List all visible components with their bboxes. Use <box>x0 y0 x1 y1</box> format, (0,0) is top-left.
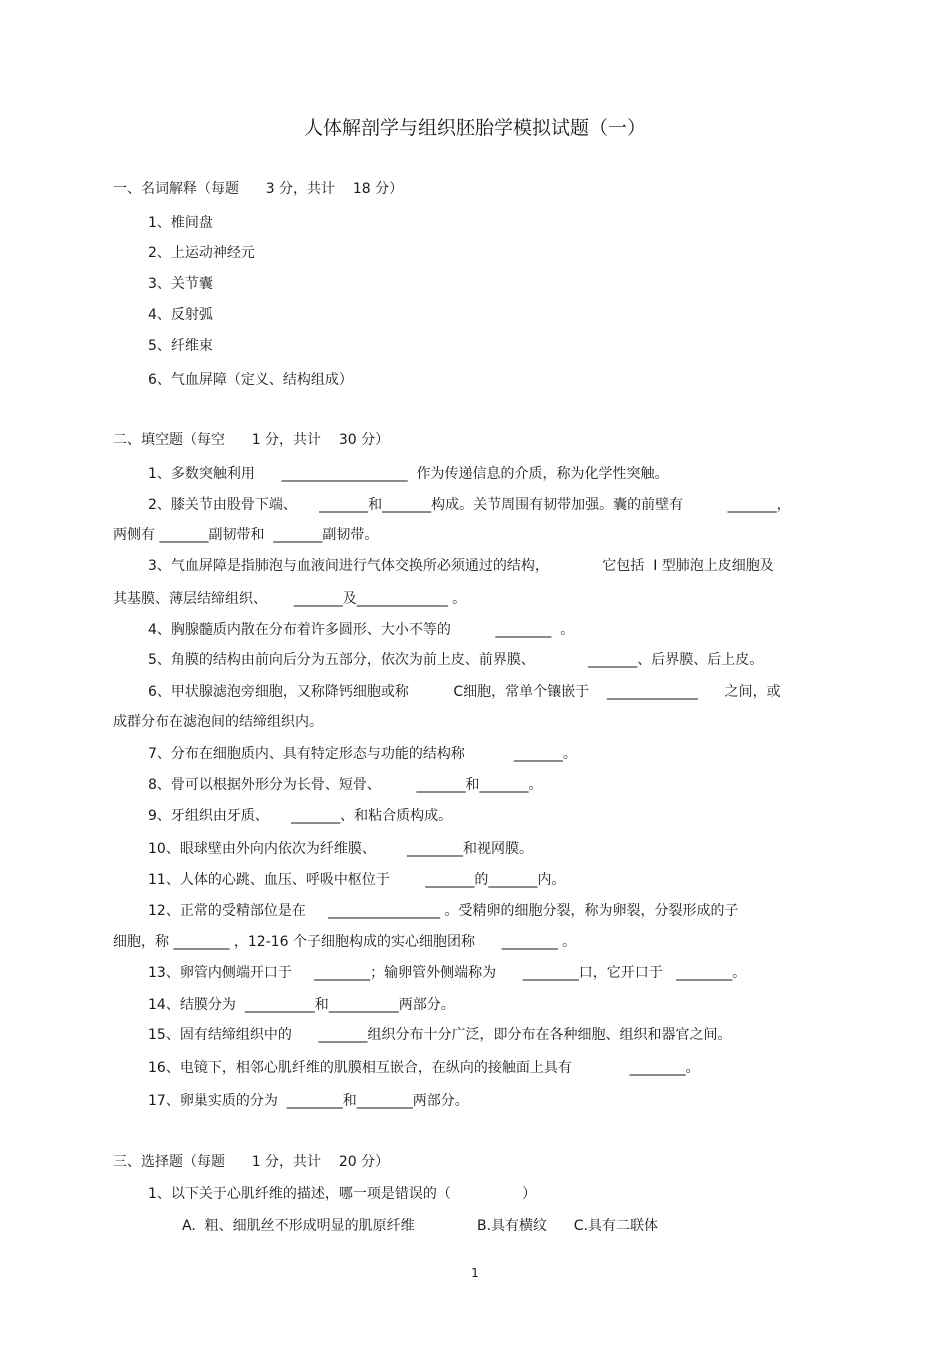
fill-blank-line: 1、多数突触利用 __________________ 作为传递信息的介质，称为化学性突触。 <box>148 466 669 482</box>
section3-heading: 三、选择题（每题 1 分，共计 20 分） <box>113 1154 390 1170</box>
section1-heading: 一、名词解释（每题 3 分，共计 18 分） <box>113 181 404 197</box>
fill-blank-line: 细胞，称 ________ ，12-16 个子细胞构成的实心细胞团称 ________ 。 <box>113 934 577 950</box>
fill-blank-line: 17、卵巢实质的分为 ________和________两部分。 <box>148 1093 469 1109</box>
term-item: 2、上运动神经元 <box>148 245 255 261</box>
term-item: 6、气血屏障（定义、结构组成） <box>148 372 353 388</box>
fill-blank-line: 15、固有结缔组织中的 _______组织分布十分广泛，即分布在各种细胞、组织和器官之间。 <box>148 1027 732 1043</box>
term-item: 5、纤维束 <box>148 338 213 354</box>
choice-question: 1、以下关于心肌纤维的描述，哪一项是错误的（ ） <box>148 1186 537 1202</box>
page-title: 人体解剖学与组织胚胎学模拟试题（一） <box>303 117 646 139</box>
fill-blank-line: 6、甲状腺滤泡旁细胞，又称降钙细胞或称 C细胞，常单个镶嵌于 _____________ 之间，或 <box>148 684 781 700</box>
section2-heading: 二、填空题（每空 1 分，共计 30 分） <box>113 432 390 448</box>
fill-blank-line: 成群分布在滤泡间的结缔组织内。 <box>113 714 323 730</box>
term-item: 4、反射弧 <box>148 307 213 323</box>
fill-blank-line: 两侧有 _______副韧带和 _______副韧带。 <box>113 527 379 543</box>
fill-blank-line: 10、眼球壁由外向内依次为纤维膜、 ________和视网膜。 <box>148 841 533 857</box>
fill-blank-line: 9、牙组织由牙质、 _______、和粘合质构成。 <box>148 808 453 824</box>
fill-blank-line: 3、气血屏障是指肺泡与血液间进行气体交换所必须通过的结构， 它包括 Ⅰ 型肺泡上皮细胞及 <box>148 558 774 574</box>
fill-blank-line: 13、卵管内侧端开口于 ________；输卵管外侧端称为 ________口，它开口于 ________。 <box>148 965 747 981</box>
fill-blank-line: 8、骨可以根据外形分为长骨、短骨、 _______和_______。 <box>148 777 543 793</box>
fill-blank-line: 2、膝关节由股骨下端、 _______和_______构成。关节周围有韧带加强。囊的前壁有 _______， <box>148 497 791 513</box>
fill-blank-line: 16、电镜下，相邻心肌纤维的肌膜相互嵌合，在纵向的接触面上具有 ________。 <box>148 1060 700 1076</box>
fill-blank-line: 其基膜、薄层结缔组织、 _______及_____________ 。 <box>113 591 467 607</box>
fill-blank-line: 11、人体的心跳、血压、呼吸中枢位于 _______的_______内。 <box>148 872 566 888</box>
page-number: 1 <box>471 1266 479 1280</box>
choice-options: A. 粗、细肌丝不形成明显的肌原纤维 B.具有横纹 C.具有二联体 <box>182 1218 658 1234</box>
fill-blank-line: 7、分布在细胞质内、具有特定形态与功能的结构称 _______。 <box>148 746 577 762</box>
fill-blank-line: 14、结膜分为 __________和__________两部分。 <box>148 997 455 1013</box>
term-item: 3、关节囊 <box>148 276 213 292</box>
term-item: 1、椎间盘 <box>148 215 213 231</box>
fill-blank-line: 5、角膜的结构由前向后分为五部分，依次为前上皮、前界膜、 _______、后界膜、后上皮。 <box>148 652 764 668</box>
fill-blank-line: 4、胸腺髓质内散在分布着许多圆形、大小不等的 ________ 。 <box>148 622 575 638</box>
fill-blank-line: 12、正常的受精部位是在 ________________ 。受精卵的细胞分裂，称为卵裂，分裂形成的子 <box>148 903 739 919</box>
